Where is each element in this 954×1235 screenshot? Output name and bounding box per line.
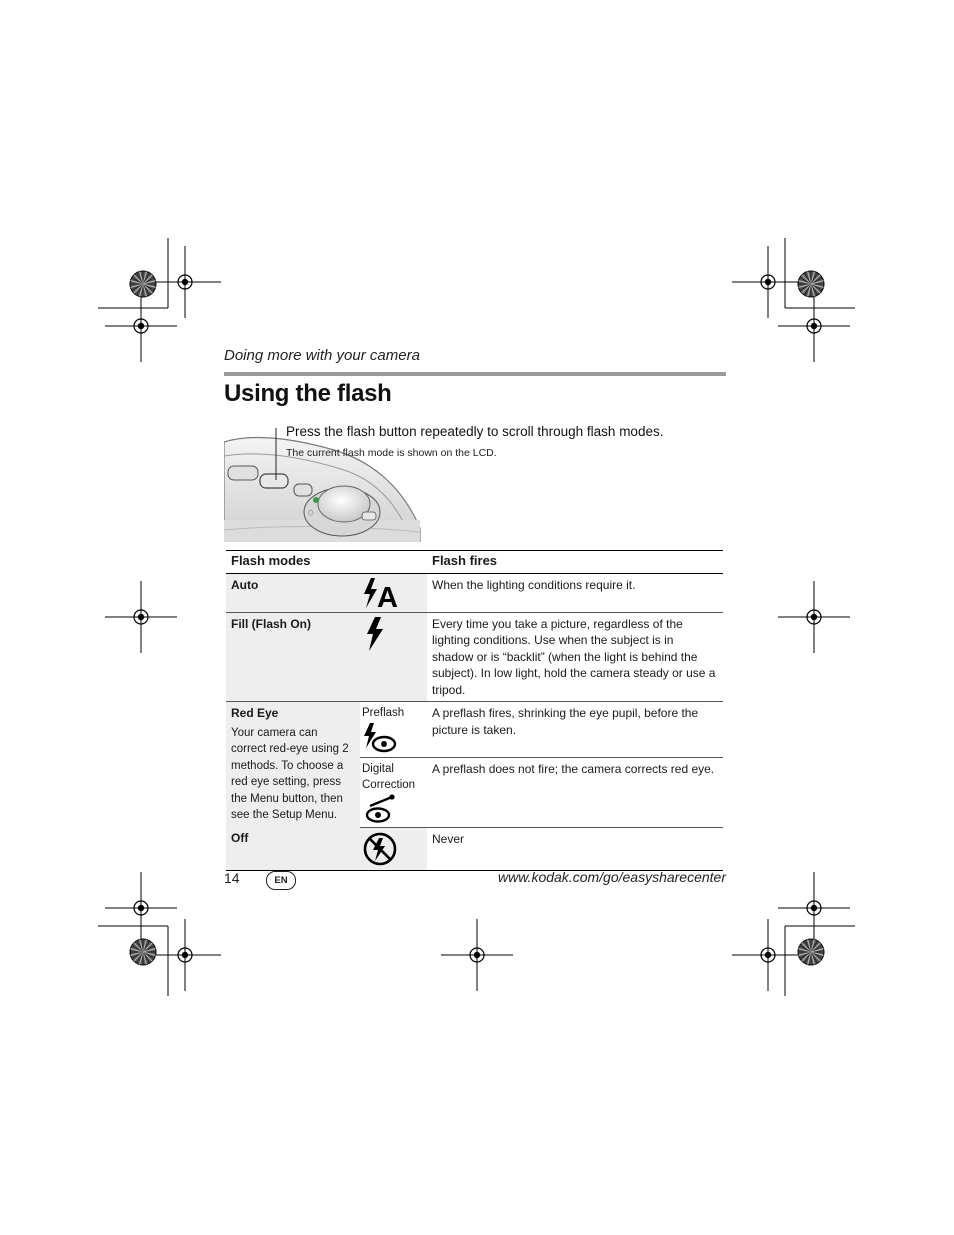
flash-auto-icon [362,577,406,609]
mode-red-eye: Red Eye [231,706,279,720]
header-flash-fires: Flash fires [427,551,723,574]
table-row-red-eye-preflash [226,702,723,758]
registration-target [732,246,804,318]
registration-target [732,919,804,991]
svg-text:A: A [377,581,398,609]
fires-fill: Every time you take a picture, regardless of the lighting conditions. Use when the subject is in shadow or is “backlit” (when the light is behind the subject). In low light, hold the camera steady or use a tripod. [427,612,723,702]
table-row-fill [226,612,723,702]
registration-star [130,271,156,297]
mode-off: Off [226,827,360,870]
registration-target [105,581,177,653]
footer-url: www.kodak.com/go/easysharecenter [498,869,726,885]
svg-text:◯: ◯ [308,510,314,516]
language-badge: EN [266,871,296,890]
page-number: 14 [224,870,240,886]
preflash-label: Preflash [362,707,405,719]
registration-star [798,939,824,965]
registration-target [778,290,850,362]
flash-off-icon [362,831,398,867]
red-eye-note: Your camera can correct red-eye using 2 methods. To choose a red eye setting, press the Menu button, then see the Setup Menu. [231,726,349,821]
fires-preflash: A preflash fires, shrinking the eye pupil, before the picture is taken. [432,706,699,737]
page-title: Using the flash [224,380,392,407]
section-header: Doing more with your camera [224,347,420,364]
registration-target [149,246,221,318]
lcd-note: The current flash mode is shown on the LCD. [286,447,497,459]
mode-fill: Fill (Flash On) [226,612,360,702]
header-rule [224,372,726,376]
flash-instruction: Press the flash button repeatedly to scroll through flash modes. [286,424,664,439]
header-flash-modes: Flash modes [226,551,427,574]
registration-target [778,872,850,944]
fires-off: Never [427,827,723,870]
flash-modes-table [226,550,723,871]
digital-correction-label: Digital Correction [362,762,416,791]
registration-target [149,919,221,991]
registration-target [778,581,850,653]
registration-target [441,919,513,991]
table-header-row [226,551,723,574]
registration-star [798,271,824,297]
red-eye-preflash-icon [362,722,398,754]
red-eye-digital-correction-icon [362,794,398,824]
table-row-auto [226,573,723,612]
mode-auto: Auto [226,573,360,612]
registration-star [130,939,156,965]
table-row-off [226,827,723,870]
flash-on-icon [362,616,392,652]
fires-digital: A preflash does not fire; the camera corrects red eye. [427,757,723,827]
registration-target [105,872,177,944]
registration-target [105,290,177,362]
fires-auto: When the lighting conditions require it. [427,573,723,612]
